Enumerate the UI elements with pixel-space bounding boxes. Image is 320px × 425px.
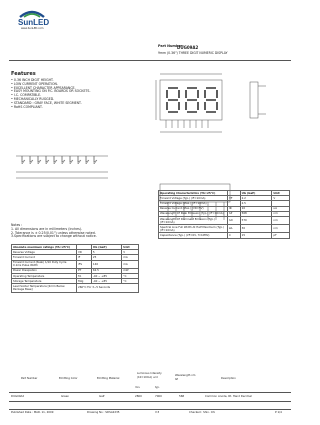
table-cell: IF — [77, 255, 92, 260]
table-cell: VR — [77, 250, 92, 255]
part-number-label: Part Number: — [158, 44, 184, 48]
col-header: Description — [221, 377, 236, 380]
footer-page: P 1/4 — [275, 410, 282, 414]
table-cell: Green — [61, 394, 70, 398]
footer-checked: Checked : Shin. Chi — [189, 410, 216, 414]
col-header: Luminous Intensity (10=10mA) ucd — [137, 372, 162, 379]
circuit-diagram — [12, 148, 112, 188]
table-cell: 5 — [91, 250, 121, 255]
footer — [9, 411, 291, 417]
table-cell: °C — [122, 279, 139, 284]
table-cell: 2800 — [135, 394, 142, 398]
table-cell: 10 — [240, 206, 272, 211]
table-cell: TA — [77, 273, 92, 278]
table-cell: Power Dissipation — [12, 268, 77, 273]
col-header: Part Number — [21, 377, 38, 380]
table-cell: λD — [228, 216, 241, 224]
table-cell: Common Anode, Rt. Hand Decimal — [205, 394, 252, 398]
table-cell: Tstg — [77, 279, 92, 284]
table-cell: Wavelength Of Peak Emission (Typ.) (IF=10mA) — [159, 211, 228, 216]
table-cell: 2.5 — [240, 201, 272, 206]
table-cell: 7000 — [155, 394, 162, 398]
feature-item: • I.C. COMPATIBLE. — [11, 93, 42, 98]
table-cell: 62.5 — [91, 268, 121, 273]
op-char-table — [158, 190, 290, 239]
table-row — [12, 260, 139, 268]
table-cell: pF — [272, 233, 290, 238]
note-line: 2. Tolerance is ± 0.25(0.01") unless otherwise noted. — [11, 230, 96, 235]
table-cell: Forward Current (Peak) 1/10 Duty Cycle 0.1ms Pulse Width — [12, 260, 77, 268]
feature-item: • 0.36 INCH DIGIT HEIGHT. — [11, 78, 54, 82]
table-cell: °C — [122, 273, 139, 278]
table-row — [12, 284, 139, 292]
table-cell: DUG09A2 — [11, 394, 25, 398]
table-cell: Storage Temperature — [12, 279, 77, 284]
table-cell: UG (GaP) — [240, 191, 272, 196]
col-header: Emitting Material — [97, 377, 120, 380]
footer-drawing: Drawing No : SDSA2235 — [87, 410, 120, 414]
footer-published: Published Date : MAR. 11, 2009 — [11, 410, 54, 414]
table-cell: 570 — [240, 216, 272, 224]
table-cell: mA — [122, 255, 139, 260]
logo — [12, 8, 52, 30]
table-cell: 260°C For 3~5 Seconds — [77, 284, 139, 292]
part-table-bottom-rule — [9, 401, 291, 402]
table-cell: 140 — [91, 260, 121, 268]
feature-item: • STANDARD : GRAY FACE, WHITE SEGMENT. — [11, 100, 82, 105]
table-cell: IR — [228, 206, 241, 211]
table-cell: Unit — [122, 245, 139, 250]
table-cell: Forward Voltage (Typ.) (IF=10mA) — [159, 196, 228, 201]
col-sub: min. — [135, 386, 141, 389]
table-cell: -40 ~ +85 — [91, 279, 121, 284]
feature-item: • LOW CURRENT OPERATION. — [11, 81, 58, 86]
table-cell: V — [122, 250, 139, 255]
table-cell: 15 — [240, 233, 272, 238]
part-table-top-rule — [9, 392, 291, 393]
col-header: Emitting Color — [59, 377, 78, 380]
table-cell: Forward Current — [12, 255, 77, 260]
table-cell: Δλ — [228, 225, 241, 233]
features-title: Features — [11, 71, 36, 77]
col-header: Wavelength nm λP — [175, 374, 196, 381]
table-cell: Reverse Voltage — [12, 250, 77, 255]
feature-item: • MECHANICALLY RUGGED. — [11, 96, 55, 101]
table-cell: Lead Solder Temperature [2mm Below Package Base] — [12, 284, 77, 292]
table-cell: uA — [272, 206, 290, 211]
table-cell: 25 — [91, 255, 121, 260]
table-cell: Reverse Current (Max.) (VR=5V) — [159, 206, 228, 211]
feature-item: • RoHS COMPLIANT. — [11, 104, 43, 109]
table-row — [9, 394, 291, 400]
feature-item: • EASY MOUNTING ON P.C. BOARDS OR SOCKETS. — [11, 89, 91, 94]
col-sub: typ. — [155, 386, 160, 389]
header-rule — [9, 60, 291, 61]
table-cell: Wavelength Of Dominant Emission (Typ.) (IF=10mA) — [159, 216, 228, 224]
note-line: 1. All dimensions are in millimeters (inches). — [11, 226, 83, 231]
table-cell: -40 ~ +85 — [91, 273, 121, 278]
notes — [11, 224, 97, 239]
table-cell: mA — [122, 260, 139, 268]
table-cell: V — [272, 196, 290, 201]
table-cell: GaP — [99, 394, 105, 398]
table-row — [159, 216, 290, 224]
footer-version: V:3 — [155, 410, 160, 414]
table-cell: nm — [272, 211, 290, 216]
table-row — [159, 233, 290, 238]
logo-text: SunLED — [18, 18, 50, 27]
table-cell: Spectral Line Full Width At Half Maximum (Typ.) (IF=10mA) — [159, 225, 228, 233]
table-cell: 568 — [179, 394, 185, 398]
note-line: Notes : — [11, 223, 23, 227]
table-cell: Operating Temperature — [12, 273, 77, 278]
table-row — [159, 225, 290, 233]
note-line: 3.Specifications are subject to change without notice. — [11, 234, 97, 239]
table-cell: C — [228, 233, 241, 238]
table-cell: Operating Characteristics (TA=25°C) — [159, 191, 228, 196]
table-cell: Forward Voltage (Max.) (IF=10mA) — [159, 201, 228, 206]
table-cell: UG (GaP) — [91, 245, 121, 250]
description: 9mm (0.36") THREE DIGIT NUMERIC DISPLAY — [158, 51, 228, 55]
table-cell: iFS — [77, 260, 92, 268]
abs-max-table — [11, 244, 139, 293]
table-cell: λP — [228, 211, 241, 216]
feature-item: • EXCELLENT CHARACTER APPEARANCE. — [11, 85, 76, 90]
table-cell: 568 — [240, 211, 272, 216]
table-cell: PT — [77, 268, 92, 273]
table-cell: 30 — [240, 225, 272, 233]
table-cell: Capacitance (Typ.) (VF=0V, f=1MHz) — [159, 233, 228, 238]
part-number: DUG09A2 — [177, 45, 199, 50]
table-cell: VF — [228, 196, 241, 201]
table-cell: Unit — [272, 191, 290, 196]
package-drawing — [150, 66, 290, 182]
part-table-header — [9, 368, 291, 390]
table-cell: nm — [272, 216, 290, 224]
features-list — [11, 79, 90, 109]
logo-website: www.SunLED.com — [21, 27, 44, 30]
table-cell: nm — [272, 225, 290, 233]
table-cell: mW — [122, 268, 139, 273]
table-cell: 2.2 — [240, 196, 272, 201]
table-cell: Absolute maximum ratings (TA=25°C) — [12, 245, 77, 250]
